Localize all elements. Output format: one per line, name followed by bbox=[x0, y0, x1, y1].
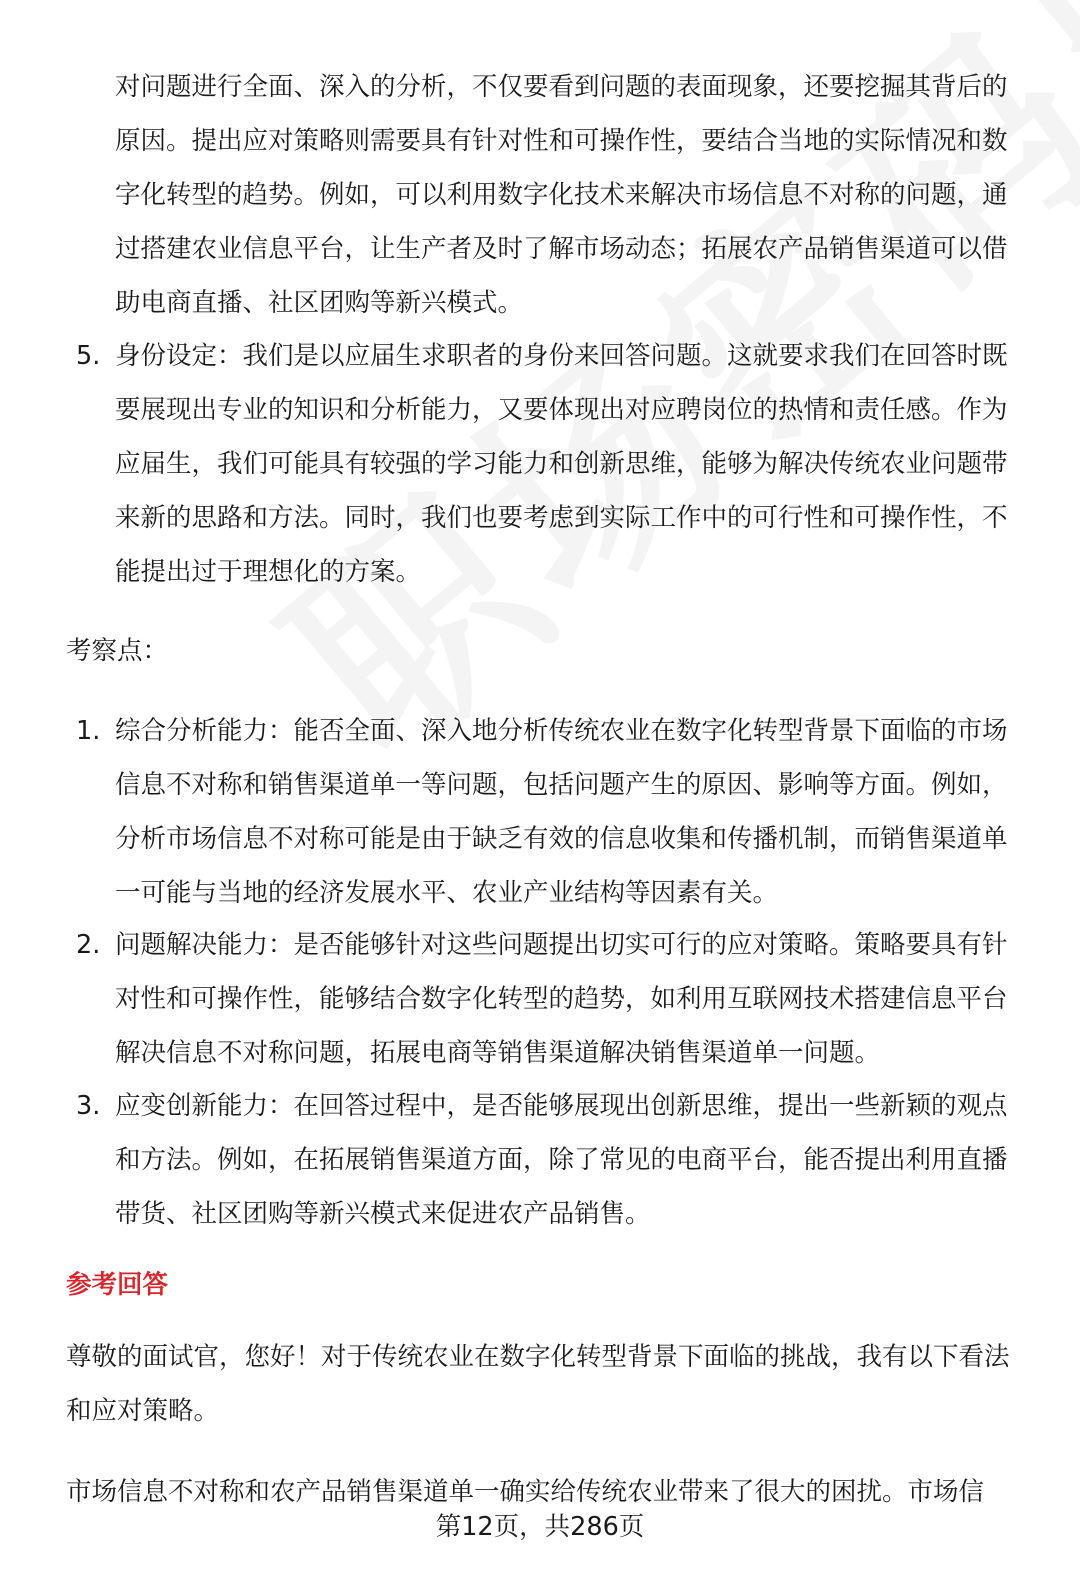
page-footer: 第12页，共286页 bbox=[435, 1512, 645, 1542]
answer-paragraph-2: 市场信息不对称和农产品销售渠道单一确实给传统农业带来了很大的困扰。市场信 bbox=[66, 1477, 985, 1507]
section-title-kaochadian: 考察点： bbox=[66, 636, 169, 666]
list-number: 1. bbox=[76, 716, 101, 746]
list-number: 3. bbox=[76, 1091, 101, 1121]
reference-answer-heading: 参考回答 bbox=[66, 1270, 169, 1300]
answer-paragraph-1: 尊敬的面试官，您好！对于传统农业在数字化转型背景下面临的挑战，我有以下看法和应对策略。 bbox=[66, 1342, 1010, 1426]
intro-continuation-paragraph: 对问题进行全面、深入的分析，不仅要看到问题的表面现象，还要挖掘其背后的原因。提出应对策略则需要具有针对性和可操作性，要结合当地的实际情况和数字化转型的趋势。例如，可以利用数字化技术来解决市场信息不对称的问题，通过搭建农业信息平台，让生产者及时了解市场动态；拓展农产品销售渠道可以借助电商直播、社区团购等新兴模式。 bbox=[115, 72, 1008, 318]
list-item-point-3 bbox=[66, 1079, 1030, 1241]
list-number: 2. bbox=[76, 930, 101, 960]
list-item-text: 应变创新能力：在回答过程中，是否能够展现出创新思维，提出一些新颖的观点和方法。例如，在拓展销售渠道方面，除了常见的电商平台，能否提出利用直播带货、社区团购等新兴模式来促进农产品销售。 bbox=[115, 1091, 1008, 1229]
list-number: 5. bbox=[76, 341, 101, 371]
list-item-text: 问题解决能力：是否能够针对这些问题提出切实可行的应对策略。策略要具有针对性和可操作性，能够结合数字化转型的趋势，如利用互联网技术搭建信息平台解决信息不对称问题，拓展电商等销售渠道解决销售渠道单一问题。 bbox=[115, 930, 1008, 1068]
list-item-identity bbox=[66, 329, 1030, 599]
list-item-point-2 bbox=[66, 918, 1030, 1080]
list-item-point-1 bbox=[66, 704, 1030, 920]
list-item-text: 综合分析能力：能否全面、深入地分析传统农业在数字化转型背景下面临的市场信息不对称和销售渠道单一等问题，包括问题产生的原因、影响等方面。例如，分析市场信息不对称可能是由于缺乏有效的信息收集和传播机制，而销售渠道单一可能与当地的经济发展水平、农业产业结构等因素有关。 bbox=[115, 716, 1008, 908]
list-item-text: 身份设定：我们是以应届生求职者的身份来回答问题。这就要求我们在回答时既要展现出专业的知识和分析能力，又要体现出对应聘岗位的热情和责任感。作为应届生，我们可能具有较强的学习能力和创新思维，能够为解决传统农业问题带来新的思路和方法。同时，我们也要考虑到实际工作中的可行性和可操作性，不能提出过于理想化的方案。 bbox=[115, 341, 1008, 587]
